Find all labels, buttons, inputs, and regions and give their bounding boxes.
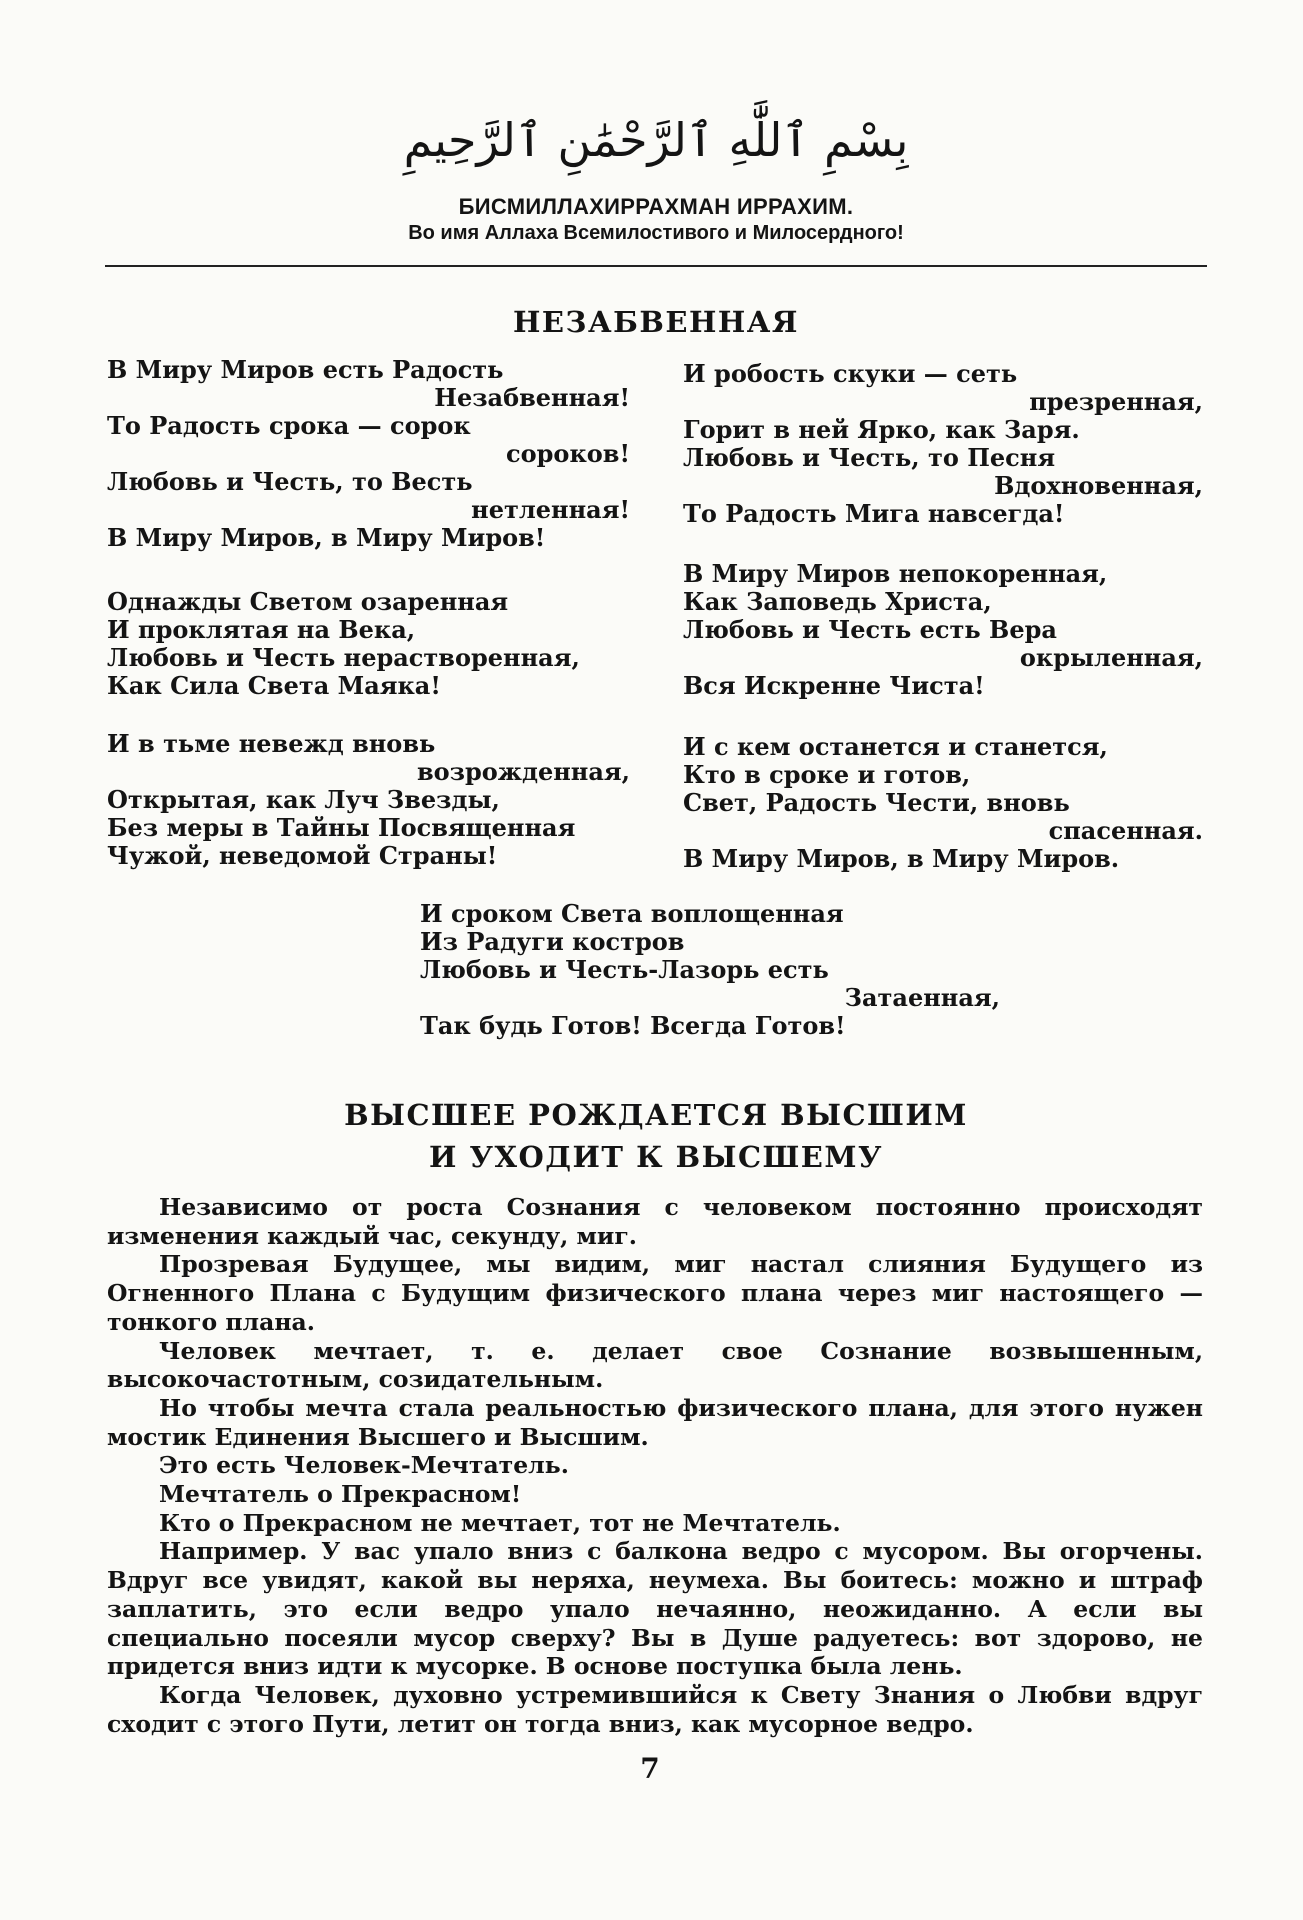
page-number: 7 bbox=[640, 1752, 660, 1785]
poem-line: Любовь и Честь, то Весть bbox=[107, 467, 473, 496]
paragraph: Кто о Прекрасном не мечтает, тот не Мечтатель. bbox=[159, 1508, 841, 1537]
poem-line: нетленная! bbox=[471, 495, 630, 524]
poem-line: Как Заповедь Христа, bbox=[683, 587, 992, 616]
paragraph: Независимо от роста Сознания с человеком постоянно происходят изменения каждый час, секунду, миг. bbox=[107, 1193, 1203, 1250]
poem-line: Однажды Светом озаренная bbox=[107, 587, 509, 616]
poem-line: Любовь и Честь, то Песня bbox=[683, 443, 1056, 472]
article-title-line: ВЫСШЕЕ РОЖДАЕТСЯ ВЫСШИМ bbox=[344, 1098, 968, 1132]
poem-line: сороков! bbox=[506, 439, 630, 468]
article-title bbox=[105, 1094, 1207, 1178]
poem-line: Как Сила Света Маяка! bbox=[107, 671, 441, 700]
poem-line: окрыленная, bbox=[1019, 643, 1203, 672]
poem-line: Кто в сроке и готов, bbox=[683, 760, 971, 789]
poem-line: Любовь и Честь-Лазорь есть bbox=[420, 955, 829, 984]
poem-line: Вся Искренне Чиста! bbox=[683, 671, 985, 700]
header-divider bbox=[105, 265, 1207, 267]
poem-stanza bbox=[683, 560, 1203, 700]
poem-line: То Радость срока — сорок bbox=[107, 411, 471, 440]
header-transliteration: БИСМИЛЛАХИРРАХМАН ИРРАХИМ. bbox=[458, 194, 854, 219]
paragraph: Например. У вас упало вниз с балкона ведро с мусором. Вы огорчены. Вдруг все увидят, какой вы неряха, неумеха. Вы боитесь: можно и штраф заплатить, это если ведро упало нечаянно, неожиданно. А если вы специально посеяли мусор сверху? Вы в Душе радуетесь: вот здорово, не придется вниз идти к мусорке. В основе поступка была лень. bbox=[107, 1537, 1203, 1681]
poem-line: Вдохновенная, bbox=[994, 471, 1203, 500]
poem-line: В Миру Миров, в Миру Миров! bbox=[107, 523, 546, 552]
poem-line: Свет, Радость Чести, вновь bbox=[683, 788, 1070, 817]
header bbox=[105, 110, 1207, 246]
poem-line: И в тьме невежд вновь bbox=[107, 729, 436, 758]
poem-line: Так будь Готов! Всегда Готов! bbox=[420, 1011, 846, 1040]
poem-line: Затаенная, bbox=[844, 983, 1000, 1012]
poem-line: И сроком Света воплощенная bbox=[420, 899, 844, 928]
poem-line: Без меры в Тайны Посвященная bbox=[107, 813, 576, 842]
poem-line: Из Радуги костров bbox=[420, 927, 685, 956]
poem-line: В Миру Миров непокоренная, bbox=[683, 559, 1108, 588]
poem-stanza bbox=[107, 356, 630, 552]
poem-stanza bbox=[107, 730, 630, 870]
poem-stanza bbox=[107, 588, 630, 700]
poem-line: Любовь и Честь есть Вера bbox=[683, 615, 1057, 644]
poem-line: И проклятая на Века, bbox=[107, 615, 416, 644]
paragraph: Прозревая Будущее, мы видим, миг настал слияния Будущего из Огненного Плана с Будущим физического плана через миг настоящего — тонкого плана. bbox=[107, 1250, 1203, 1336]
article-title-line: И УХОДИТ К ВЫСШЕМУ bbox=[428, 1140, 884, 1174]
poem-line: В Миру Миров есть Радость bbox=[107, 355, 504, 384]
poem-line: Открытая, как Луч Звезды, bbox=[107, 785, 500, 814]
poem-line: И робость скуки — сеть bbox=[683, 359, 1018, 388]
paragraph: Это есть Человек-Мечтатель. bbox=[159, 1451, 569, 1480]
poem-line: В Миру Миров, в Миру Миров. bbox=[683, 844, 1120, 873]
paragraph: Когда Человек, духовно устремившийся к Свету Знания о Любви вдруг сходит с этого Пути, летит он тогда вниз, как мусорное ведро. bbox=[107, 1680, 1203, 1738]
poem-line: спасенная. bbox=[1048, 816, 1203, 845]
paragraph: Человек мечтает, т. е. делает свое Сознание возвышенным, высокочастотным, созидательным. bbox=[107, 1336, 1203, 1394]
poem-line: Горит в ней Ярко, как Заря. bbox=[683, 415, 1080, 444]
poem-line: Чужой, неведомой Страны! bbox=[107, 841, 498, 870]
paragraph: Мечтатель о Прекрасном! bbox=[159, 1480, 522, 1509]
poem-stanza-final bbox=[420, 900, 1000, 1040]
poem-line: Любовь и Честь нерастворенная, bbox=[107, 643, 580, 672]
poem-line: возрожденная, bbox=[416, 757, 630, 786]
poem-line: И с кем останется и станется, bbox=[683, 732, 1108, 761]
poem-line: То Радость Мига навсегда! bbox=[683, 499, 1065, 528]
poem-stanza bbox=[683, 360, 1203, 528]
article-body bbox=[107, 1193, 1203, 1738]
arabic-calligraphy: بِسْمِ ٱللَّٰهِ ٱلرَّحْمَٰنِ ٱلرَّحِيمِ bbox=[403, 113, 909, 167]
poem-title: НЕЗАБВЕННАЯ bbox=[513, 305, 799, 339]
poem-line: презренная, bbox=[1029, 387, 1203, 416]
paragraph: Но чтобы мечта стала реальностью физического плана, для этого нужен мостик Единения Высшего и Высшим. bbox=[107, 1393, 1203, 1451]
header-translation: Во имя Аллаха Всемилостивого и Милосердного! bbox=[408, 222, 904, 244]
poem-stanza bbox=[683, 733, 1203, 873]
poem-line: Незабвенная! bbox=[434, 383, 630, 412]
